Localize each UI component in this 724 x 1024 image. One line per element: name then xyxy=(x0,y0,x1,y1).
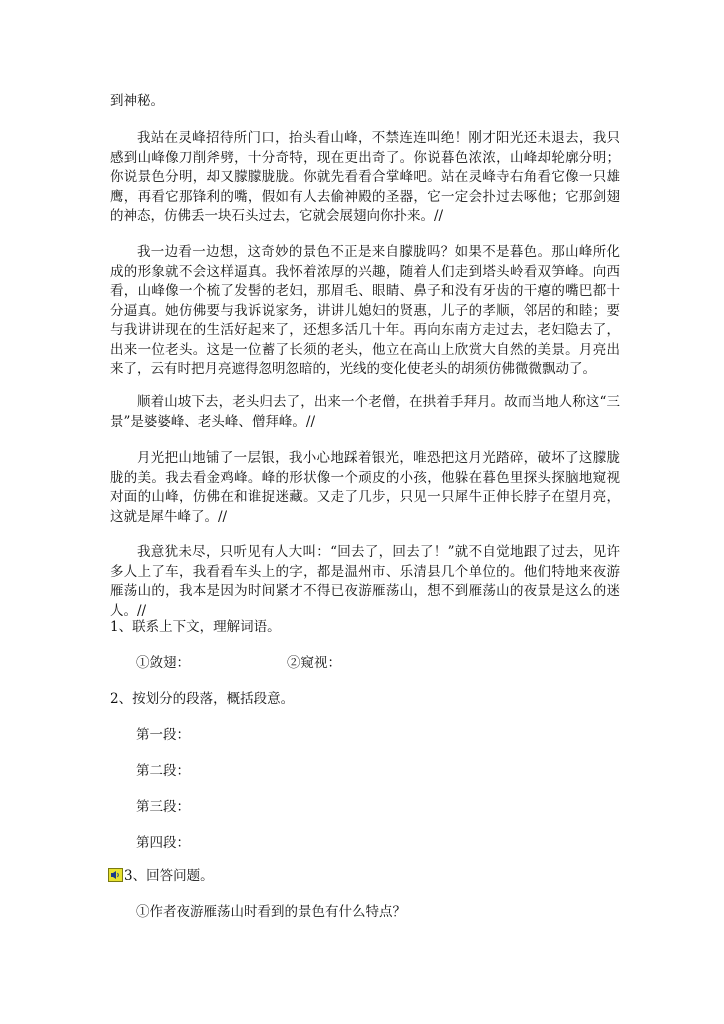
speaker-icon[interactable] xyxy=(108,868,123,882)
question-3-item-1: ①作者夜游雁荡山时看到的景色有什么特点？ xyxy=(136,904,406,920)
paragraph-1: 我站在灵峰招待所门口，抬头看山峰，不禁连连叫绝！刚才阳光还未退去，我只感到山峰像刀削斧劈，十分奇特，现在更出奇了。你说暮色浓浓，山峰却轮廓分明；你说景色分明，却又朦朦胧胧。你就先看看合掌峰吧。站在灵峰寺右角看它像一只雄鹰，再看它那锋利的嘴，假如有人去偷神殿的圣器，它一定会扑过去啄他；它那剑翅的神态，仿佛丢一块石头过去，它就会展翅向你扑来。// xyxy=(110,130,620,224)
paragraph-5: 我意犹未尽，只听见有人大叫：“回去了，回去了！”就不自觉地跟了过去，见许多人上了车，我看看车头上的字，都是温州市、乐清县几个单位的。他们特地来夜游雁荡山的，我本是因为时间紧才不得已夜游雁荡山，想不到雁荡山的夜景是这么的迷人。// xyxy=(110,544,620,619)
question-3-title: 3、回答问题。 xyxy=(124,868,214,884)
paragraph-4: 月光把山地铺了一层银，我小心地踩着银光，唯恐把这月光踏碎，破坏了这朦胧胧的美。我去看金鸡峰。峰的形状像一个顽皮的小孩，他躲在暮色里探头探脑地窥视对面的山峰，仿佛在和谁捉迷藏。又走了几步，只见一只犀牛正伸长脖子在望月亮，这就是犀牛峰了。// xyxy=(110,450,620,525)
question-2-title: 2、按划分的段落，概括段意。 xyxy=(110,691,295,707)
question-2-item-4: 第四段： xyxy=(136,835,190,851)
question-1-title: 1、联系上下文，理解词语。 xyxy=(110,619,281,635)
paragraph-3: 顺着山坡下去，老头归去了，出来一个老僧，在拱着手拜月。故而当地人称这“三景”是婆婆峰、老头峰、僧拜峰。// xyxy=(110,394,620,430)
top-fragment: 到神秘。 xyxy=(110,93,164,109)
question-2-item-2: 第二段： xyxy=(136,763,190,779)
paragraph-2: 我一边看一边想，这奇妙的景色不正是来自朦胧吗？如果不是暮色。那山峰所化成的形象就不会这样逼真。我怀着浓厚的兴趣，随着人们走到塔头岭看双笋峰。向西看，山峰像一个梳了发髻的老妇，那眉毛、眼睛、鼻子和没有牙齿的干瘪的嘴巴都十分逼真。她仿佛要与我诉说家务，讲讲儿媳妇的贤惠，儿子的孝顺，邻居的和睦；要与我讲讲现在的生活好起来了，还想多活几十年。再向东南方走过去，老妇隐去了，出来一位老头。这是一位蓄了长须的老头，他立在高山上欣赏大自然的美景。月亮出来了，云有时把月亮遮得忽明忽暗的，光线的变化使老头的胡须仿佛微微飘动了。 xyxy=(110,244,620,377)
question-2-item-3: 第三段： xyxy=(136,799,190,815)
question-1-item-a: ①敛翅： xyxy=(136,655,190,671)
question-2-item-1: 第一段： xyxy=(136,727,190,743)
question-1-item-b: ②窥视： xyxy=(287,655,341,671)
question-3-row xyxy=(108,867,214,887)
